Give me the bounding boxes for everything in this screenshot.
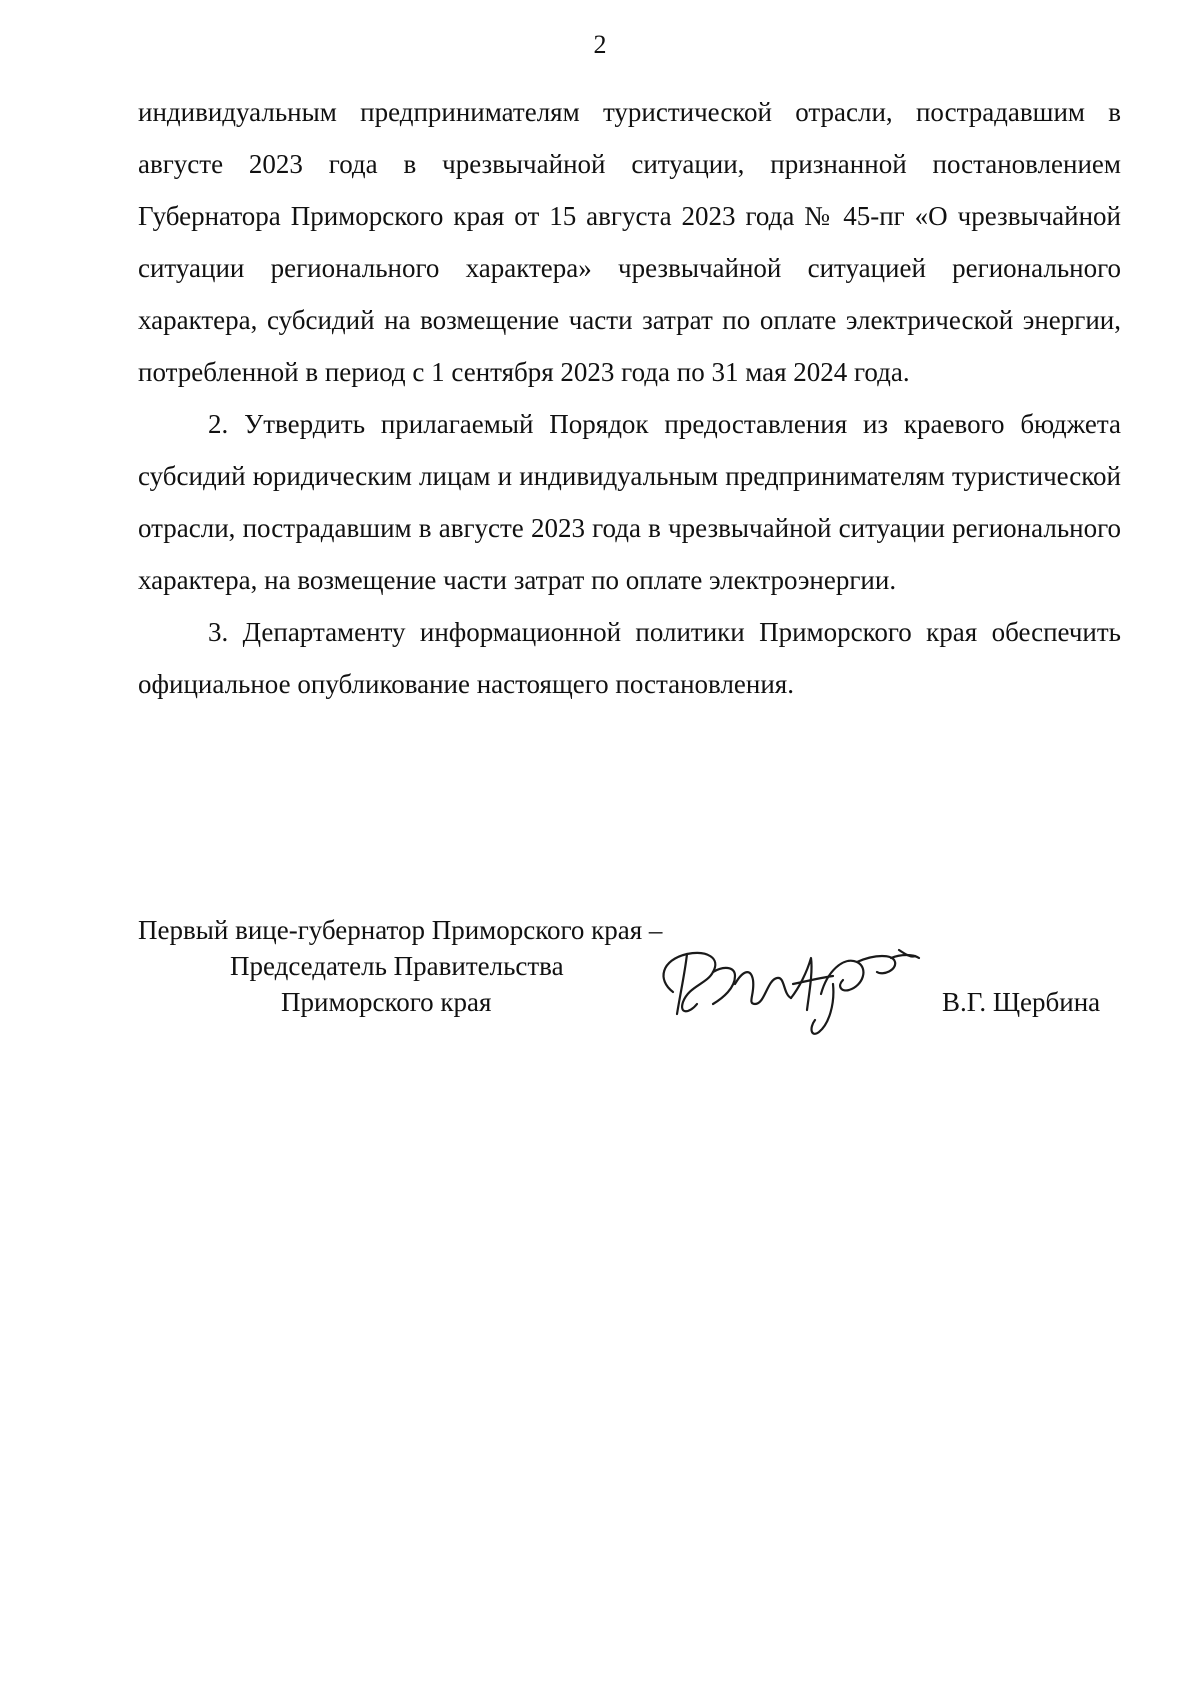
handwritten-signature [643,932,928,1042]
paragraph-item-2: 2. Утвердить прилагаемый Порядок предоставления из краевого бюджета субсидий юридическим лицам и индивидуальным предпринимателям туристической отрасли, пострадавшим в августе 2023 года в чрезвычайной ситуации регионального характера, на возмещение части затрат по оплате электроэнергии. [138,409,1121,595]
page-number: 2 [593,30,607,59]
signatory-name: В.Г. Щербина [942,987,1101,1017]
signatory-position-line3: Приморского края [281,987,492,1017]
document-body [138,86,1121,710]
signature-block [138,912,1121,1042]
signatory-position-line2: Председатель Правительства [230,951,564,981]
signatory-position-line1: Первый вице-губернатор Приморского края – [138,915,663,945]
paragraph-item-3: 3. Департаменту информационной политики Приморского края обеспечить официальное опубликование настоящего постановления. [138,617,1121,699]
paragraph-continuation: индивидуальным предпринимателям туристической отрасли, пострадавшим в августе 2023 года в чрезвычайной ситуации, признанной постановлением Губернатора Приморского края от 15 августа 2023 года № 45-пг «О чрезвычайной ситуации регионального характера» чрезвычайной ситуацией регионального характера, субсидий на возмещение части затрат по оплате электрической энергии, потребленной в период с 1 сентября 2023 года по 31 мая 2024 года. [138,97,1121,387]
